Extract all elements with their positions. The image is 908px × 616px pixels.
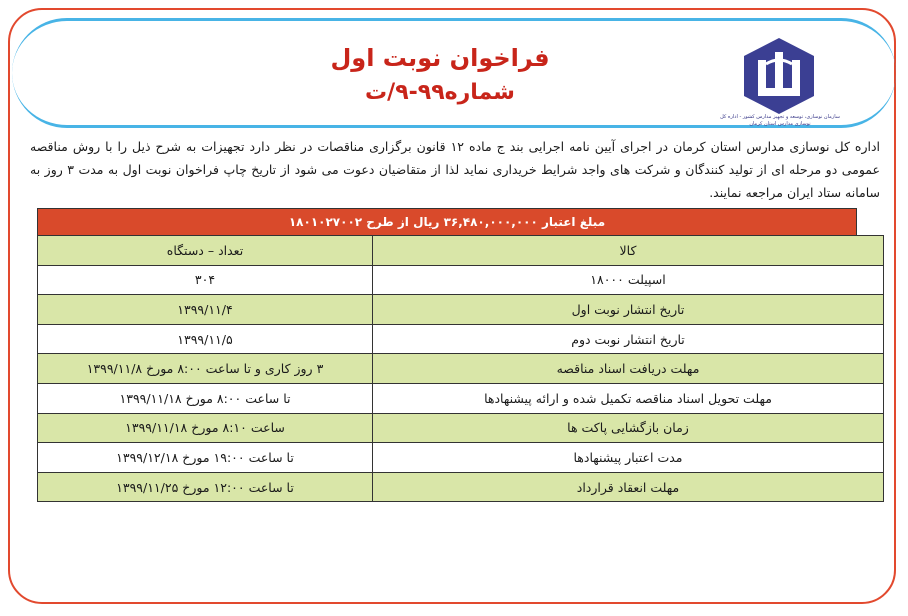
header-qty: تعداد – دستگاه (38, 236, 373, 266)
row-label: مهلت دریافت اسناد مناقصه (373, 354, 884, 384)
row-value: ۳۰۴ (38, 265, 373, 295)
table-row (38, 265, 884, 295)
notice-number: شماره۹۹-۹/ت (365, 80, 515, 105)
table-row (38, 324, 884, 354)
row-value: ۱۳۹۹/۱۱/۴ (38, 295, 373, 325)
table-header-row (38, 236, 884, 266)
row-value: ساعت ۸:۱۰ مورخ ۱۳۹۹/۱۱/۱۸ (38, 413, 373, 443)
row-label: تاریخ انتشار نوبت دوم (373, 324, 884, 354)
row-label: مهلت انعقاد قرارداد (373, 472, 884, 502)
row-label: مدت اعتبار پیشنهادها (373, 443, 884, 473)
organization-logo (740, 36, 818, 116)
budget-banner: مبلغ اعتبار ۳۶,۴۸۰,۰۰۰,۰۰۰ ریال از طرح ۱۸۰۱۰۲۷۰۰۲ (37, 208, 857, 235)
table-row (38, 383, 884, 413)
header-item: کالا (373, 236, 884, 266)
intro-paragraph: اداره کل نوسازی مدارس استان کرمان در اجرای آیین نامه اجرایی بند ج ماده ۱۲ قانون برگزاری مناقصات در نظر دارد تجهیزات به شرح ذیل را با روش مناقصه عمومی دو مرحله ای از تولید کنندگان و شرکت های واجد شرایط خریداری نماید لذا از متقاضیان دعوت می شود از تاریخ چاپ فراخوان نوبت اول به مدت ۳ روز به سامانه ستاد ایران مراجعه نمایند. (30, 139, 881, 200)
page-title: فراخوان نوبت اول (330, 44, 550, 72)
row-value: تا ساعت ۱۲:۰۰ مورخ ۱۳۹۹/۱۱/۲۵ (38, 472, 373, 502)
row-label: اسپیلت ۱۸۰۰۰ (373, 265, 884, 295)
table-row (38, 413, 884, 443)
table-row (38, 295, 884, 325)
row-value: تا ساعت ۱۹:۰۰ مورخ ۱۳۹۹/۱۲/۱۸ (38, 443, 373, 473)
row-value: ۱۳۹۹/۱۱/۵ (38, 324, 373, 354)
row-label: مهلت تحویل اسناد مناقصه تکمیل شده و ارائه پیشنهادها (373, 383, 884, 413)
table-row (38, 354, 884, 384)
row-value: ۳ روز کاری و تا ساعت ۸:۰۰ مورخ ۱۳۹۹/۱۱/۸ (38, 354, 373, 384)
row-label: زمان بازگشایی پاکت ها (373, 413, 884, 443)
logo-caption: سازمان نوسازی، توسعه و تجهیز مدارس کشور - اداره کل نوسازی مدارس استان کرمان (720, 114, 840, 127)
table-row (38, 472, 884, 502)
row-label: تاریخ انتشار نوبت اول (373, 295, 884, 325)
tender-table (37, 208, 857, 502)
table-row (38, 443, 884, 473)
row-value: تا ساعت ۸:۰۰ مورخ ۱۳۹۹/۱۱/۱۸ (38, 383, 373, 413)
